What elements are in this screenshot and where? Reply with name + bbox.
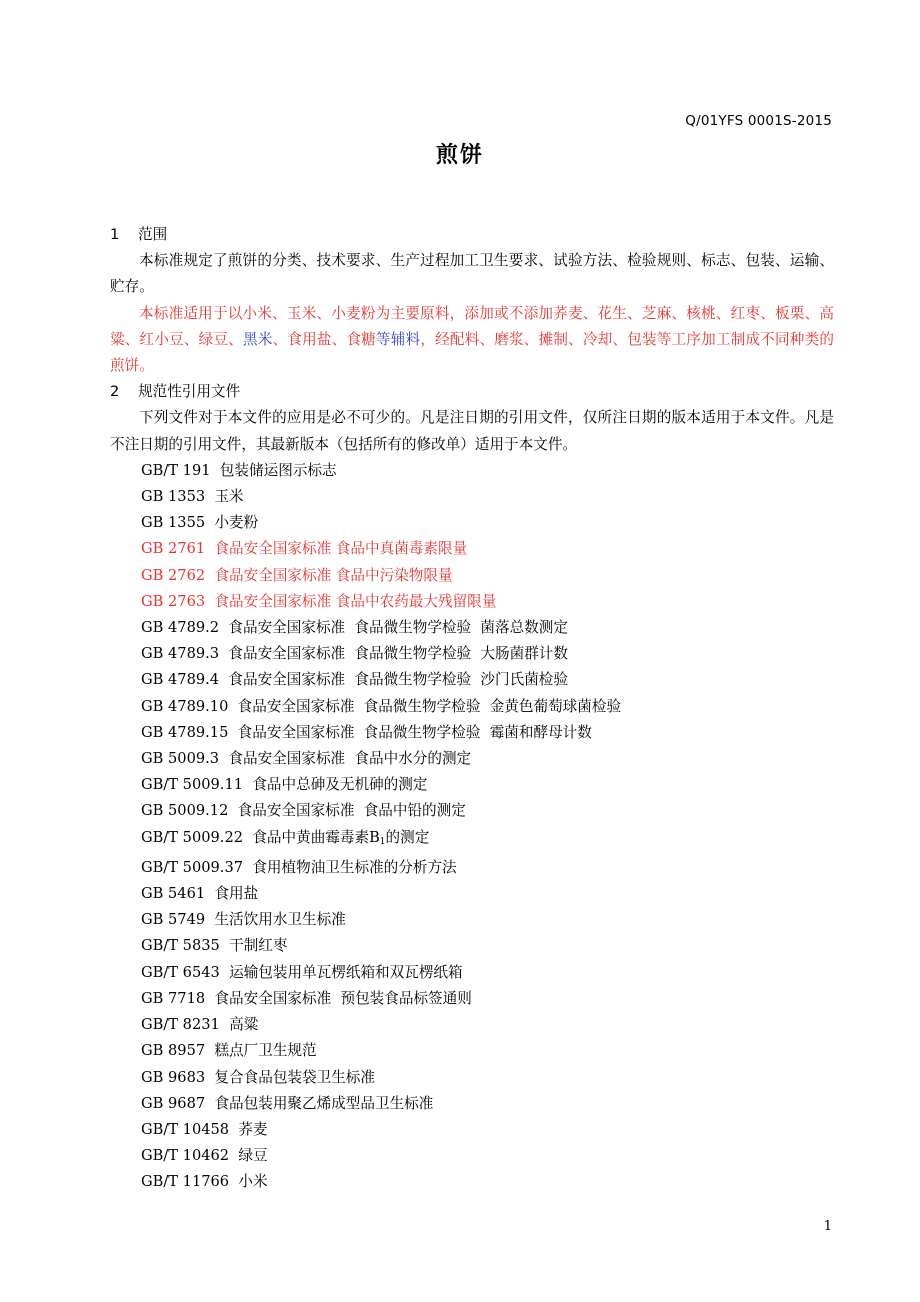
reference-item xyxy=(110,1065,834,1091)
document-title: 煎饼 xyxy=(435,143,484,168)
reference-code: GB/T 5009.22 xyxy=(141,828,244,846)
reference-title: 食品安全国家标准 食品中水分的测定 xyxy=(228,750,472,768)
reference-title: 食品中总砷及无机砷的测定 xyxy=(252,776,428,794)
scope-text-red: ，经配料、磨浆、摊制、冷却、包装等工序加工制成不同种类的煎饼。 xyxy=(110,330,834,375)
reference-code: GB 2762 xyxy=(141,566,206,584)
reference-item xyxy=(110,881,834,907)
section-number: 2 xyxy=(110,383,120,401)
reference-item xyxy=(110,1117,834,1143)
reference-title: 干制红枣 xyxy=(229,937,288,955)
reference-item xyxy=(110,1038,834,1064)
document-body xyxy=(110,222,834,1196)
page-number: 1 xyxy=(823,1219,832,1234)
reference-item xyxy=(110,510,834,536)
reference-code: GB 9687 xyxy=(141,1094,206,1112)
reference-code: GB/T 191 xyxy=(141,461,211,479)
reference-title: 食品安全国家标准 食品微生物学检验 菌落总数测定 xyxy=(228,619,568,637)
reference-code: GB 1355 xyxy=(141,514,206,532)
reference-code: GB/T 6543 xyxy=(141,963,220,981)
reference-item xyxy=(110,667,834,693)
reference-title: 食品安全国家标准 食品中农药最大残留限量 xyxy=(214,592,497,610)
section-title: 范围 xyxy=(138,226,168,243)
reference-code: GB 4789.4 xyxy=(141,671,220,689)
scope-text-blue: 等辅料 xyxy=(376,330,421,348)
section-heading-references xyxy=(110,379,834,405)
reference-title: 食品安全国家标准 预包装食品标签通则 xyxy=(214,989,472,1007)
reference-item xyxy=(110,1091,834,1117)
section-number: 1 xyxy=(110,226,120,243)
reference-code: GB/T 8231 xyxy=(141,1016,220,1034)
reference-code: GB 9683 xyxy=(141,1068,206,1086)
reference-item xyxy=(110,536,834,562)
reference-code: GB 2761 xyxy=(141,540,206,558)
reference-code: GB 4789.3 xyxy=(141,645,220,663)
reference-code: GB/T 5009.37 xyxy=(141,858,244,876)
reference-title: 食品安全国家标准 食品中真菌毒素限量 xyxy=(214,540,468,558)
scope-text-red: 本标准适用于以小米、玉米、小麦粉为主要原料，添加或不添加荞麦、花生、芝麻、核桃、红枣、板栗、高粱、红小豆、绿豆、 xyxy=(110,304,834,348)
reference-title: 玉米 xyxy=(214,488,244,506)
reference-title: 食品安全国家标准 食品微生物学检验 霉菌和酵母计数 xyxy=(237,723,592,741)
scope-text-blue: 黑米 xyxy=(243,330,273,348)
reference-item xyxy=(110,720,834,746)
reference-code: GB 2763 xyxy=(141,592,206,610)
reference-title: 食用盐 xyxy=(214,885,259,903)
reference-code: GB/T 10462 xyxy=(141,1147,230,1165)
reference-item xyxy=(110,933,834,959)
reference-title-tail: 的测定 xyxy=(385,828,430,846)
reference-title: 高粱 xyxy=(229,1016,259,1034)
references-intro: 下列文件对于本文件的应用是必不可少的。凡是注日期的引用文件，仅所注日期的版本适用于本文件。凡是不注日期的引用文件，其最新版本（包括所有的修改单）适用于本文件。 xyxy=(110,409,834,453)
reference-title: 食品安全国家标准 食品微生物学检验 沙门氏菌检验 xyxy=(228,671,568,689)
reference-code: GB 8957 xyxy=(141,1042,206,1060)
scope-text-red: 、食用盐、食糖 xyxy=(272,330,377,348)
reference-code: GB/T 10458 xyxy=(141,1120,230,1138)
reference-title: 食品包装用聚乙烯成型品卫生标准 xyxy=(214,1094,434,1112)
reference-title: 运输包装用单瓦楞纸箱和双瓦楞纸箱 xyxy=(229,963,463,981)
reference-code: GB 5749 xyxy=(141,911,206,929)
reference-code: GB 5461 xyxy=(141,885,206,903)
reference-code: GB 4789.10 xyxy=(141,697,229,715)
reference-title: 小米 xyxy=(238,1173,268,1191)
reference-list xyxy=(110,458,834,1196)
reference-title: 复合食品包装袋卫生标准 xyxy=(214,1068,375,1086)
reference-title: 绿豆 xyxy=(238,1147,268,1165)
reference-item xyxy=(110,694,834,720)
reference-item xyxy=(110,772,834,798)
reference-item xyxy=(110,615,834,641)
reference-item xyxy=(110,825,834,855)
section-heading-scope xyxy=(110,222,834,248)
reference-item xyxy=(110,746,834,772)
reference-title: 食品安全国家标准 食品微生物学检验 大肠菌群计数 xyxy=(228,645,568,663)
reference-title: 包装储运图示标志 xyxy=(219,461,337,479)
reference-title: 糕点厂卫生规范 xyxy=(214,1042,317,1060)
reference-item xyxy=(110,855,834,881)
reference-code: GB/T 11766 xyxy=(141,1173,230,1191)
scope-paragraph-2 xyxy=(110,301,834,380)
reference-item xyxy=(110,563,834,589)
reference-item xyxy=(110,1012,834,1038)
reference-title: 小麦粉 xyxy=(214,514,259,532)
reference-title-subscript: 1 xyxy=(379,836,386,847)
reference-code: GB 7718 xyxy=(141,989,206,1007)
reference-item xyxy=(110,960,834,986)
reference-item xyxy=(110,1169,834,1195)
reference-item xyxy=(110,907,834,933)
reference-code: GB 5009.3 xyxy=(141,750,220,768)
reference-item xyxy=(110,641,834,667)
reference-title: 食品中黄曲霉毒素B xyxy=(252,828,380,846)
reference-code: GB/T 5835 xyxy=(141,937,220,955)
reference-item xyxy=(110,458,834,484)
reference-code: GB/T 5009.11 xyxy=(141,776,244,794)
reference-code: GB 1353 xyxy=(141,488,206,506)
reference-title: 食品安全国家标准 食品中铅的测定 xyxy=(237,802,466,820)
scope-paragraph-1: 本标准规定了煎饼的分类、技术要求、生产过程加工卫生要求、试验方法、检验规则、标志、包装、运输、贮存。 xyxy=(110,252,834,296)
section-title: 规范性引用文件 xyxy=(138,383,241,401)
reference-code: GB 4789.2 xyxy=(141,619,220,637)
reference-code: GB 4789.15 xyxy=(141,723,229,741)
reference-item xyxy=(110,986,834,1012)
reference-item xyxy=(110,798,834,824)
reference-title: 生活饮用水卫生标准 xyxy=(214,911,346,929)
standard-code: Q/01YFS 0001S-2015 xyxy=(685,113,832,129)
reference-code: GB 5009.12 xyxy=(141,802,229,820)
reference-item xyxy=(110,589,834,615)
reference-title: 食品安全国家标准 食品中污染物限量 xyxy=(214,566,453,584)
reference-title: 食用植物油卫生标准的分析方法 xyxy=(252,858,457,876)
reference-title: 荞麦 xyxy=(238,1120,268,1138)
reference-title: 食品安全国家标准 食品微生物学检验 金黄色葡萄球菌检验 xyxy=(237,697,622,715)
reference-item xyxy=(110,1143,834,1169)
reference-item xyxy=(110,484,834,510)
